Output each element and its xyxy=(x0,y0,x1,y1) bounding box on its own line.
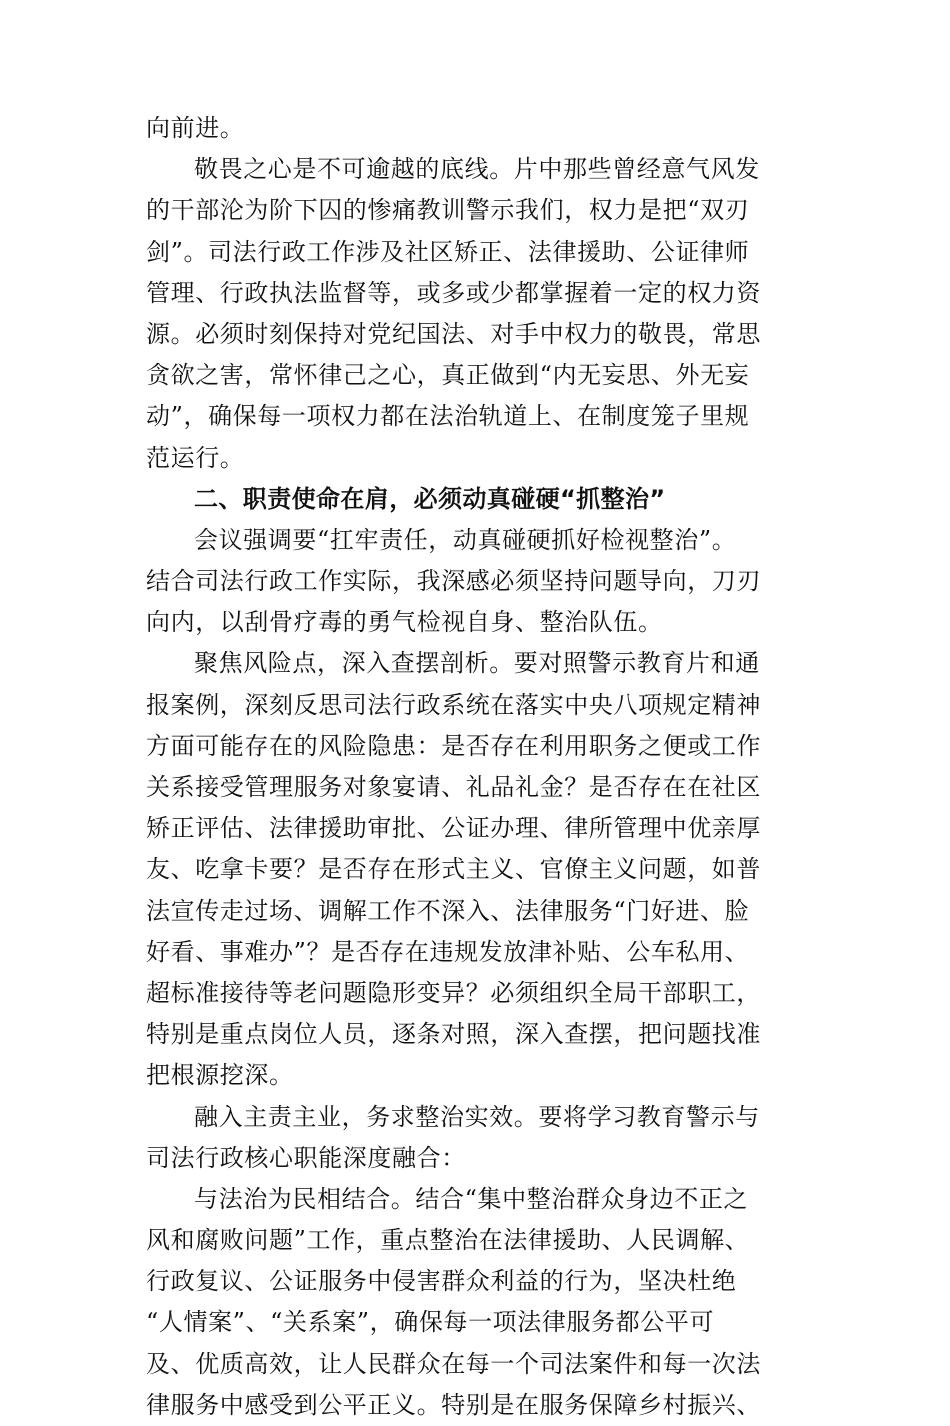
text-line: 贪欲之害，常怀律己之心，真正做到“内无妄思、外无妄 xyxy=(146,361,750,390)
text-line: 超标准接待等老问题隐形变异？必须组织全局干部职工， xyxy=(146,978,761,1007)
text-line: 报案例，深刻反思司法行政系统在落实中央八项规定精神 xyxy=(146,690,761,719)
text-line: 风和腐败问题”工作，重点整治在法律援助、人民调解、 xyxy=(146,1226,750,1255)
text-line: 好看、事难办”？是否存在违规发放津补贴、公车私用、 xyxy=(146,937,750,966)
text-line: 律服务中感受到公平正义。特别是在服务保障乡村振兴、 xyxy=(146,1390,761,1419)
text-line: 结合司法行政工作实际，我深感必须坚持问题导向，刀刃 xyxy=(146,567,761,596)
text-line: 向内，以刮骨疗毒的勇气检视自身、整治队伍。 xyxy=(146,608,663,637)
text-line: 动”，确保每一项权力都在法治轨道上、在制度笼子里规 xyxy=(146,402,750,431)
section-heading: 二、职责使命在肩，必须动真碰硬“抓整治” xyxy=(194,484,666,513)
text-line: 向前进。 xyxy=(146,114,245,142)
text-line: 矫正评估、法律援助审批、公证办理、律所管理中优亲厚 xyxy=(146,814,761,843)
text-line: 敬畏之心是不可逾越的底线。片中那些曾经意气风发 xyxy=(194,155,760,184)
text-line: 行政复议、公证服务中侵害群众利益的行为，坚决杜绝 xyxy=(146,1267,737,1296)
text-line: “人情案”、“关系案”，确保每一项法律服务都公平可 xyxy=(146,1308,715,1337)
text-line: 聚焦风险点，深入查摆剖析。要对照警示教育片和通 xyxy=(194,649,760,678)
document-body xyxy=(146,108,806,1426)
text-line: 范运行。 xyxy=(146,443,245,472)
text-line: 方面可能存在的风险隐患：是否存在利用职务之便或工作 xyxy=(146,731,761,760)
text-line: 特别是重点岗位人员，逐条对照，深入查摆，把问题找准 xyxy=(146,1020,761,1049)
text-line: 法宣传走过场、调解工作不深入、法律服务“门好进、脸 xyxy=(146,896,750,925)
text-line: 剑”。司法行政工作涉及社区矫正、法律援助、公证律师 xyxy=(146,237,750,266)
text-line: 源。必须时刻保持对党纪国法、对手中权力的敬畏，常思 xyxy=(146,319,761,348)
text-line: 与法治为民相结合。结合“集中整治群众身边不正之 xyxy=(194,1184,749,1213)
text-line: 的干部沦为阶下囚的惨痛教训警示我们，权力是把“双刃 xyxy=(146,196,750,225)
text-line: 会议强调要“扛牢责任，动真碰硬抓好检视整治”。 xyxy=(194,525,737,554)
text-line: 关系接受管理服务对象宴请、礼品礼金？是否存在在社区 xyxy=(146,773,761,801)
text-line: 及、优质高效，让人民群众在每一个司法案件和每一次法 xyxy=(146,1349,761,1378)
text-line: 友、吃拿卡要？是否存在形式主义、官僚主义问题，如普 xyxy=(146,855,761,884)
text-line: 管理、行政执法监督等，或多或少都掌握着一定的权力资 xyxy=(146,278,761,307)
text-line: 司法行政核心职能深度融合： xyxy=(146,1143,466,1172)
text-line: 把根源挖深。 xyxy=(146,1061,294,1090)
text-line: 融入主责主业，务求整治实效。要将学习教育警示与 xyxy=(194,1102,760,1131)
